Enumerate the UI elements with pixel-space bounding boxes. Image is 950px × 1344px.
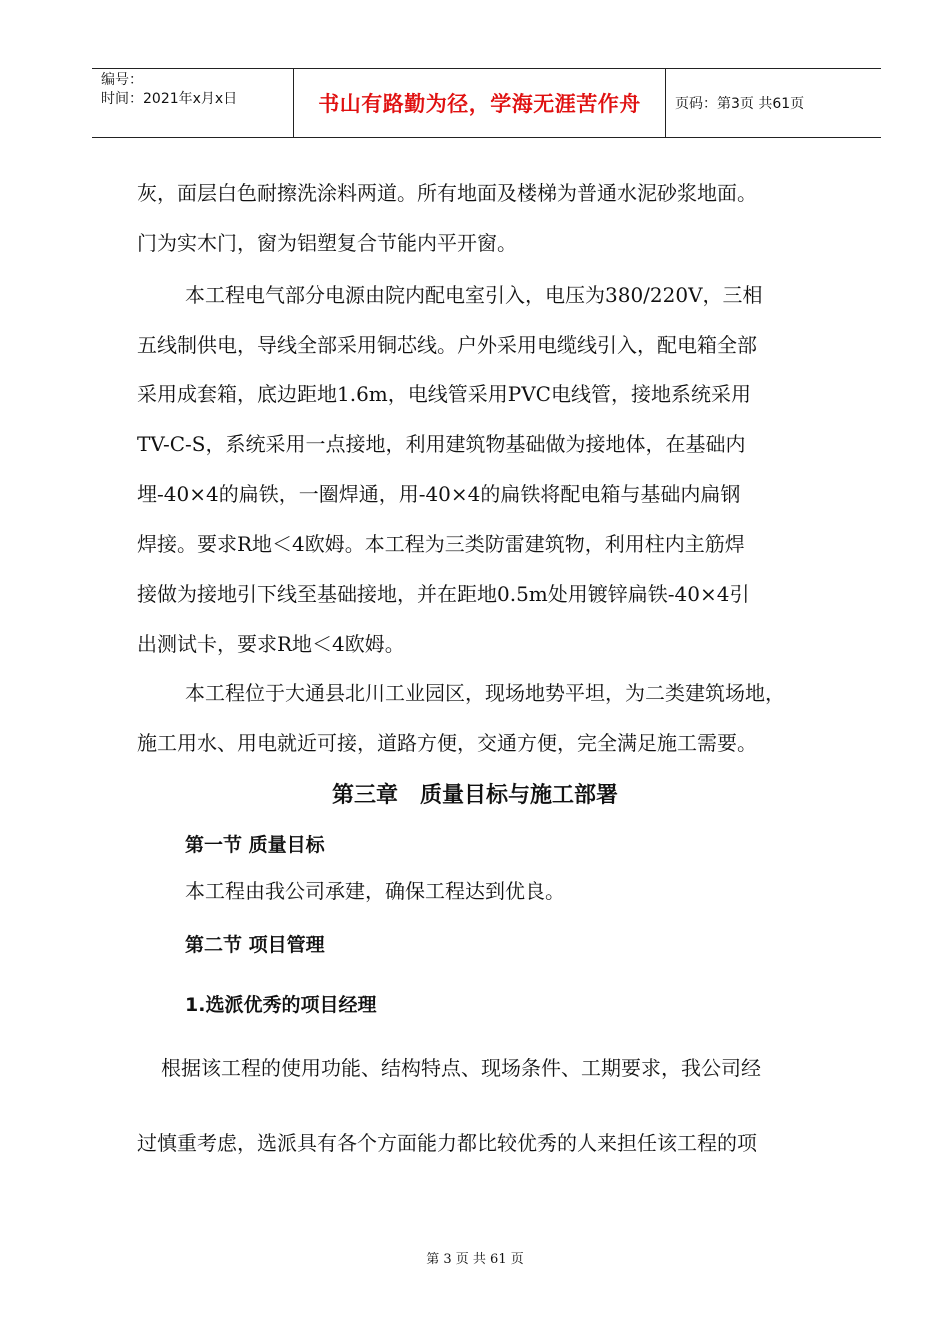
section-text: 本工程由我公司承建，确保工程达到优良。 xyxy=(185,879,565,903)
body-line: 施工用水、用电就近可接，道路方便，交通方便，完全满足施工需要。 xyxy=(137,731,757,755)
body-line: 门为实木门，窗为铝塑复合节能内平开窗。 xyxy=(137,231,517,255)
section-title: 第一节 质量目标 xyxy=(185,834,325,856)
header-meta xyxy=(101,71,291,109)
body-line: 灰，面层白色耐擦洗涂料两道。所有地面及楼梯为普通水泥砂浆地面。 xyxy=(137,181,757,205)
chapter-title: 第三章 质量目标与施工部署 xyxy=(331,783,618,808)
body-line: 五线制供电，导线全部采用铜芯线。户外采用电缆线引入，配电箱全部 xyxy=(137,333,757,357)
body-line: 本工程电气部分电源由院内配电室引入，电压为380/220V，三相 xyxy=(185,283,763,307)
page-footer: 第 3 页 共 61 页 xyxy=(426,1252,524,1267)
header-divider xyxy=(665,69,666,137)
body-line: 出测试卡，要求R地＜4欧姆。 xyxy=(137,632,405,656)
section-title: 第二节 项目管理 xyxy=(185,934,325,956)
body-line: 根据该工程的使用功能、结构特点、现场条件、工期要求，我公司经 xyxy=(161,1056,761,1080)
subsection-title: 1.选派优秀的项目经理 xyxy=(185,994,377,1016)
header-motto: 书山有路勤为径，学海无涯苦作舟 xyxy=(318,92,641,116)
document-time-label: 时间：2021年x月x日 xyxy=(101,91,238,107)
body-line: 过慎重考虑，选派具有各个方面能力都比较优秀的人来担任该工程的项 xyxy=(137,1131,757,1155)
body-line: 焊接。要求R地＜4欧姆。本工程为三类防雷建筑物，利用柱内主筋焊 xyxy=(137,532,745,556)
body-line: 本工程位于大通县北川工业园区，现场地势平坦，为二类建筑场地， xyxy=(185,681,785,705)
body-line: 埋-40×4的扁铁，一圈焊通，用-40×4的扁铁将配电箱与基础内扁钢 xyxy=(137,482,741,506)
body-line: TV-C-S，系统采用一点接地，利用建筑物基础做为接地体，在基础内 xyxy=(137,432,746,456)
document-number-label: 编号： xyxy=(101,72,143,88)
body-line: 接做为接地引下线至基础接地，并在距地0.5m处用镀锌扁铁-40×4引 xyxy=(137,582,750,606)
body-line: 采用成套箱，底边距地1.6m，电线管采用PVC电线管，接地系统采用 xyxy=(137,382,751,406)
page-header xyxy=(92,68,881,138)
header-page-number: 页码：第3页 共61页 xyxy=(675,96,805,112)
